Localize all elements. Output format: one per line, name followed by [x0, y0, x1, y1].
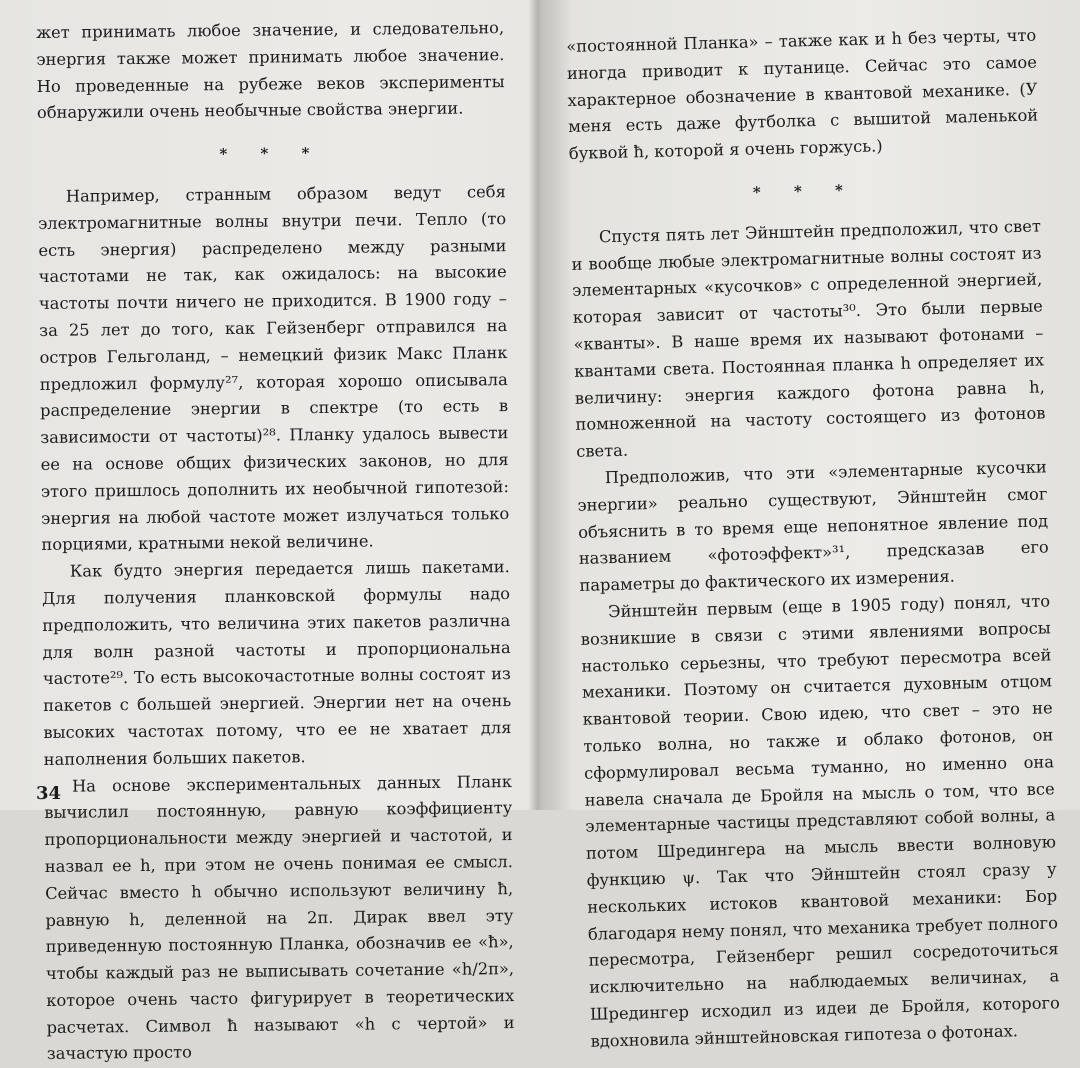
section-separator: * * * [752, 180, 858, 202]
left-page [36, 15, 515, 1068]
paragraph: жет принимать любое значение, и следовательно, энергия также может принимать любое значение. Но проведенные на рубеже веков эксперименты обнаружили очень необычные свойства энергии. [36, 18, 505, 123]
paragraph: Например, странным образом ведут себя электромагнитные волны внутри печи. Тепло (то есть энергия) распределено между разными частотами не так, как ожидалось: на высокие частоты почти ничего не приходится. В 1900 году – за 25 лет до того, как Гейзенберг отправился на остров Гельголанд, – немецкий физик Макс Планк предложил формулу²⁷, которая хорошо описывала распределение энергии в спектре (то есть в зависимости от частоты)²⁸. Планку удалось вывести ее на основе общих физических законов, но для этого пришлось дополнить их необычной гипотезой: энергия на любой частоте может излучаться только порциями, кратными некой величине. [38, 182, 510, 555]
paragraph: Предположив, что эти «элементарные кусочки энергии» реально существуют, Эйнштейн смог объяснить в то время еще непонятное явление под названием «фотоэффект»³¹, предсказав его параметры до фактического их измерения. [577, 457, 1049, 595]
section-separator: * * * [219, 144, 324, 164]
book-gutter [528, 0, 550, 810]
paragraph: Эйнштейн первым (еще в 1905 году) понял, что возникшие в связи с этими явлениями вопросы настолько серьезны, что требуют пересмотра всей механики. Поэтому он считается духовным отцом квантовой теории. Свою идею, что свет – это не только волна, но также и облако фотонов, он сформулировал весьма туманно, но именно она навела сначала де Бройля на мысль о том, что все элементарные частицы представляют собой волны, а потом Шредингера на мысль ввести волновую функцию ψ. Так что Эйнштейн стоял сразу у нескольких истоков квантовой механики: Бор благодаря нему понял, что механика требует полного пересмотра, Гейзенберг решил сосредоточиться исключительно на наблюдаемых величинах, а Шредингер исходил из идеи де Бройля, которого вдохновила эйнштейновская гипотеза о фотонах. [580, 591, 1061, 1051]
right-page [566, 23, 1061, 1056]
paragraph: На основе экспериментальных данных Планк вычислил постоянную, равную коэффициенту пропорциональности между энергией и частотой, и назвал ее h, при этом не очень понимая ее смысл. Сейчас вместо h обычно используют величину ħ, равную h, деленной на 2π. Дирак ввел эту приведенную постоянную Планка, обозначив ее «ħ», чтобы каждый раз не выписывать сочетание «h/2π», которое очень часто фигурирует в теоретических расчетах. Символ ħ называют «h с чертой» и зачастую просто [44, 771, 515, 1064]
paragraph: Спустя пять лет Эйнштейн предположил, что свет и вообще любые электромагнитные волны состоят из элементарных «кусочков» с определенной энергией, которая зависит от частоты³⁰. Это были первые «кванты». В наше время их называют фотонами – квантами света. Постоянная планка h определяет их величину: энергия каждого фотона равна h, помноженной на частоту состоящего из фотонов света. [571, 216, 1046, 462]
page-number: 34 [36, 783, 62, 804]
paragraph: Как будто энергия передается лишь пакетами. Для получения планковской формулы надо предположить, что величина этих пакетов различна для волн разной частоты и пропорциональна частоте²⁹. То есть высокочастотные волны состоят из пакетов с большей энергией. Энергии нет на очень высоких частотах потому, что ее не хватает для наполнения больших пакетов. [41, 557, 512, 769]
paragraph: «постоянной Планка» – также как и h без черты, что иногда приводит к путанице. Сейчас это самое характерное обозначение в квантовой механике. (У меня есть даже футболка с вышитой маленькой буквой ħ, которой я очень горжусь.) [566, 25, 1039, 164]
